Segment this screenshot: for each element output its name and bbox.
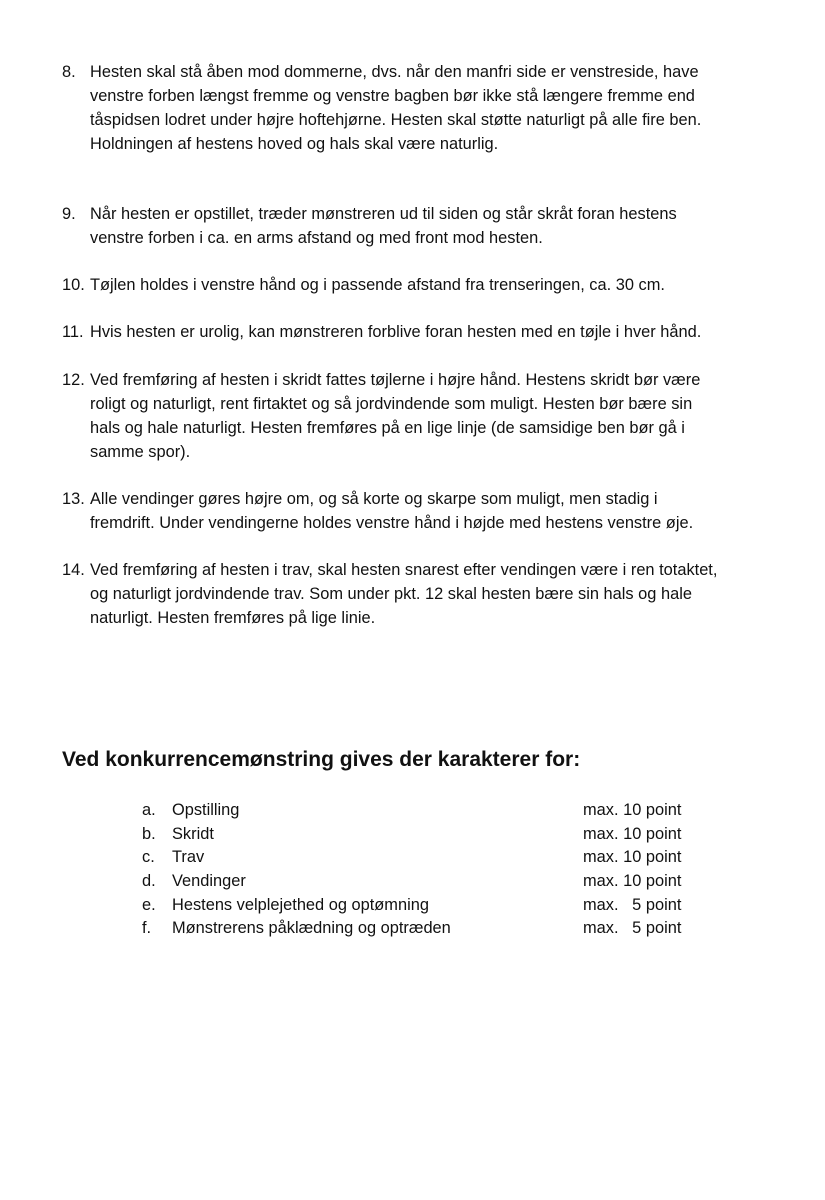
scoring-item-max: max. 5 point [583, 896, 682, 914]
rule-item-13 [62, 487, 802, 535]
scoring-item-label: Mønstrerens påklædning og optræden [172, 919, 451, 937]
rule-text-line: samme spor). [90, 443, 191, 461]
rule-text-line: Hvis hesten er urolig, kan mønstreren forblive foran hesten med en tøjle i hver hånd. [90, 323, 702, 341]
scoring-list-item [142, 845, 702, 869]
scoring-heading: Ved konkurrencemønstring gives der karakterer for: [62, 748, 581, 771]
rule-number: 10. [62, 276, 85, 294]
scoring-item-letter: a. [142, 801, 156, 819]
rule-text [90, 202, 802, 250]
scoring-list-item [142, 893, 702, 917]
scoring-item-max: max. 10 point [583, 848, 682, 866]
rule-text-line: venstre forben i ca. en arms afstand og med front mod hesten. [90, 229, 543, 247]
rule-text-line: Alle vendinger gøres højre om, og så korte og skarpe som muligt, men stadig i [90, 490, 658, 508]
scoring-item-label: Vendinger [172, 872, 246, 890]
scoring-list-item [142, 798, 702, 822]
scoring-list-item [142, 916, 702, 940]
rule-number: 13. [62, 490, 85, 508]
rule-text [90, 368, 802, 464]
rule-text [90, 273, 802, 297]
rule-text-line: hals og hale naturligt. Hesten fremføres på en lige linje (de samsidige ben bør gå i [90, 419, 685, 437]
scoring-item-max: max. 10 point [583, 872, 682, 890]
scoring-item-letter: e. [142, 896, 156, 914]
rule-number: 9. [62, 205, 76, 223]
scoring-item-label: Trav [172, 848, 205, 866]
scoring-item-letter: d. [142, 872, 156, 890]
rule-text [90, 487, 802, 535]
scoring-list-item [142, 869, 702, 893]
scoring-item-letter: f. [142, 919, 152, 937]
scoring-item-label: Skridt [172, 825, 214, 843]
rule-text [90, 60, 802, 156]
rule-text-line: Når hesten er opstillet, træder mønstreren ud til siden og står skråt foran hestens [90, 205, 677, 223]
rule-item-14 [62, 558, 802, 630]
scoring-item-max: max. 10 point [583, 825, 682, 843]
rule-text-line: og naturligt jordvindende trav. Som under pkt. 12 skal hesten bære sin hals og hale [90, 585, 692, 603]
scoring-item-max: max. 5 point [583, 919, 682, 937]
rule-text-line: Ved fremføring af hesten i skridt fattes tøjlerne i højre hånd. Hestens skridt bør være [90, 371, 701, 389]
rule-text-line: tåspidsen lodret under højre hoftehjørne. Hesten skal støtte naturligt på alle fire ben. [90, 111, 702, 129]
rule-item-11 [62, 320, 802, 344]
rule-text-line: naturligt. Hesten fremføres på lige linie. [90, 609, 376, 627]
scoring-item-max: max. 10 point [583, 801, 682, 819]
scoring-item-label: Opstilling [172, 801, 240, 819]
rule-item-12 [62, 368, 802, 464]
rule-text [90, 320, 802, 344]
rule-number: 14. [62, 561, 85, 579]
scoring-item-letter: b. [142, 825, 156, 843]
rule-text-line: Ved fremføring af hesten i trav, skal hesten snarest efter vendingen være i ren totaktet, [90, 561, 718, 579]
rule-number: 12. [62, 371, 85, 389]
rule-text [90, 558, 802, 630]
rule-number: 11. [62, 323, 84, 341]
rule-text-line: Holdningen af hestens hoved og hals skal være naturlig. [90, 135, 499, 153]
rule-text-line: roligt og naturligt, rent firtaktet og så jordvindende som muligt. Hesten bør bære sin [90, 395, 693, 413]
rule-text-line: Tøjlen holdes i venstre hånd og i passende afstand fra trenseringen, ca. 30 cm. [90, 276, 665, 294]
scoring-item-letter: c. [142, 848, 155, 866]
scoring-list-item [142, 822, 702, 846]
rule-item-9 [62, 202, 802, 250]
rule-item-8 [62, 60, 802, 156]
scoring-item-label: Hestens velplejethed og optømning [172, 896, 429, 914]
rule-text-line: Hesten skal stå åben mod dommerne, dvs. når den manfri side er venstreside, have [90, 63, 699, 81]
rule-text-line: fremdrift. Under vendingerne holdes venstre hånd i højde med hestens venstre øje. [90, 514, 694, 532]
rule-item-10 [62, 273, 802, 297]
rule-number: 8. [62, 63, 76, 81]
rule-text-line: venstre forben længst fremme og venstre bagben bør ikke stå længere fremme end [90, 87, 695, 105]
